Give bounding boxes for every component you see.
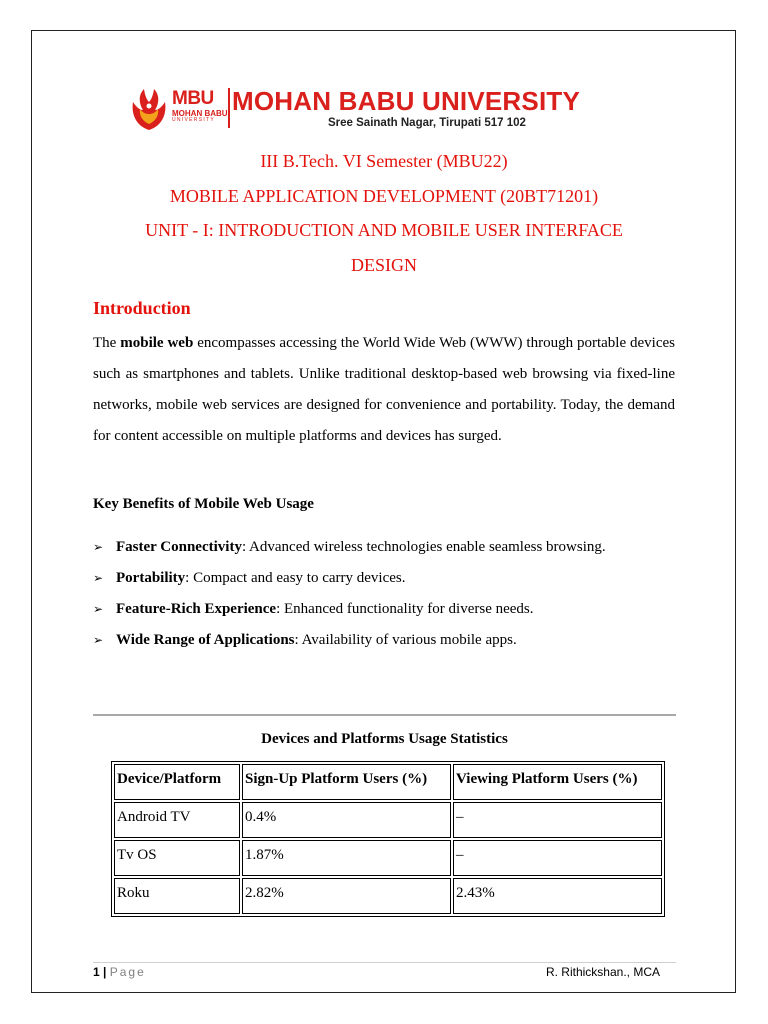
table-cell: Tv OS [114,840,240,876]
column-header: Viewing Platform Users (%) [453,764,662,800]
table-cell: – [453,802,662,838]
subject-title: MOBILE APPLICATION DEVELOPMENT (20BT71201) [169,186,599,206]
section-divider [93,714,676,716]
benefit-term: Feature-Rich Experience [116,601,277,617]
table-row [114,802,662,838]
course-title: III B.Tech. VI Semester (MBU22) [260,151,508,171]
logo-subtitle-small: UNIVERSITY [172,117,216,123]
table-cell: – [453,840,662,876]
arrow-bullet-icon: ➢ [93,540,104,554]
arrow-bullet-icon: ➢ [93,571,104,585]
unit-title-line1: UNIT - I: INTRODUCTION AND MOBILE USER INTERFACE [145,220,623,240]
list-item [93,563,675,594]
author-name: R. Rithickshan., MCA [545,965,660,979]
phoenix-emblem-icon [128,86,170,132]
list-item [93,532,675,563]
table-caption: Devices and Platforms Usage Statistics [261,731,508,747]
benefit-description: : Enhanced functionality for diverse needs. [276,601,534,617]
arrow-bullet-icon: ➢ [93,602,104,616]
logo-subtitle: MOHAN BABU [172,109,228,118]
university-name: MOHAN BABU UNIVERSITY [232,86,580,116]
table-cell: 0.4% [242,802,451,838]
benefits-list [93,532,675,656]
university-logo [128,86,608,136]
benefit-description: : Advanced wireless technologies enable seamless browsing. [241,539,606,555]
university-address: Sree Sainath Nagar, Tirupati 517 102 [328,117,526,129]
table-row [114,840,662,876]
footer-divider [93,962,676,963]
table-cell: 1.87% [242,840,451,876]
benefit-term: Faster Connectivity [116,539,242,555]
table-cell: 2.43% [453,878,662,914]
page-number: 1 [93,965,100,979]
list-item [93,625,675,656]
footer-separator: | [103,965,107,979]
benefit-term: Wide Range of Applications [116,632,295,648]
unit-title-line2: DESIGN [351,255,417,275]
logo-divider [228,88,230,128]
arrow-bullet-icon: ➢ [93,633,104,647]
intro-text-lead: The [93,335,121,351]
list-item [93,594,675,625]
table-header-row [114,764,662,800]
table-cell: Roku [114,878,240,914]
benefits-heading: Key Benefits of Mobile Web Usage [93,496,314,512]
column-header: Device/Platform [114,764,240,800]
table-cell: Android TV [114,802,240,838]
benefit-description: : Compact and easy to carry devices. [185,570,406,586]
page-footer [93,965,146,979]
column-header: Sign-Up Platform Users (%) [242,764,451,800]
table-row [114,878,662,914]
table-cell: 2.82% [242,878,451,914]
introduction-heading: Introduction [93,298,191,318]
intro-text-body: encompasses accessing the World Wide Web (WWW) through portable devices such as smartphones and tablets. Unlike traditional desktop-based web browsing via fixed-line networks, mobile web services are designed for convenience and portability. Today, the demand for content accessible on multiple platforms and devices has surged. [93,335,675,444]
intro-paragraph [93,328,675,452]
page-label: Page [109,965,146,979]
usage-statistics-table [111,761,665,917]
benefit-description: : Availability of various mobile apps. [294,632,517,648]
intro-text-bold: mobile web [120,335,194,351]
benefit-term: Portability [116,570,186,586]
logo-abbreviation: MBU [172,88,214,109]
